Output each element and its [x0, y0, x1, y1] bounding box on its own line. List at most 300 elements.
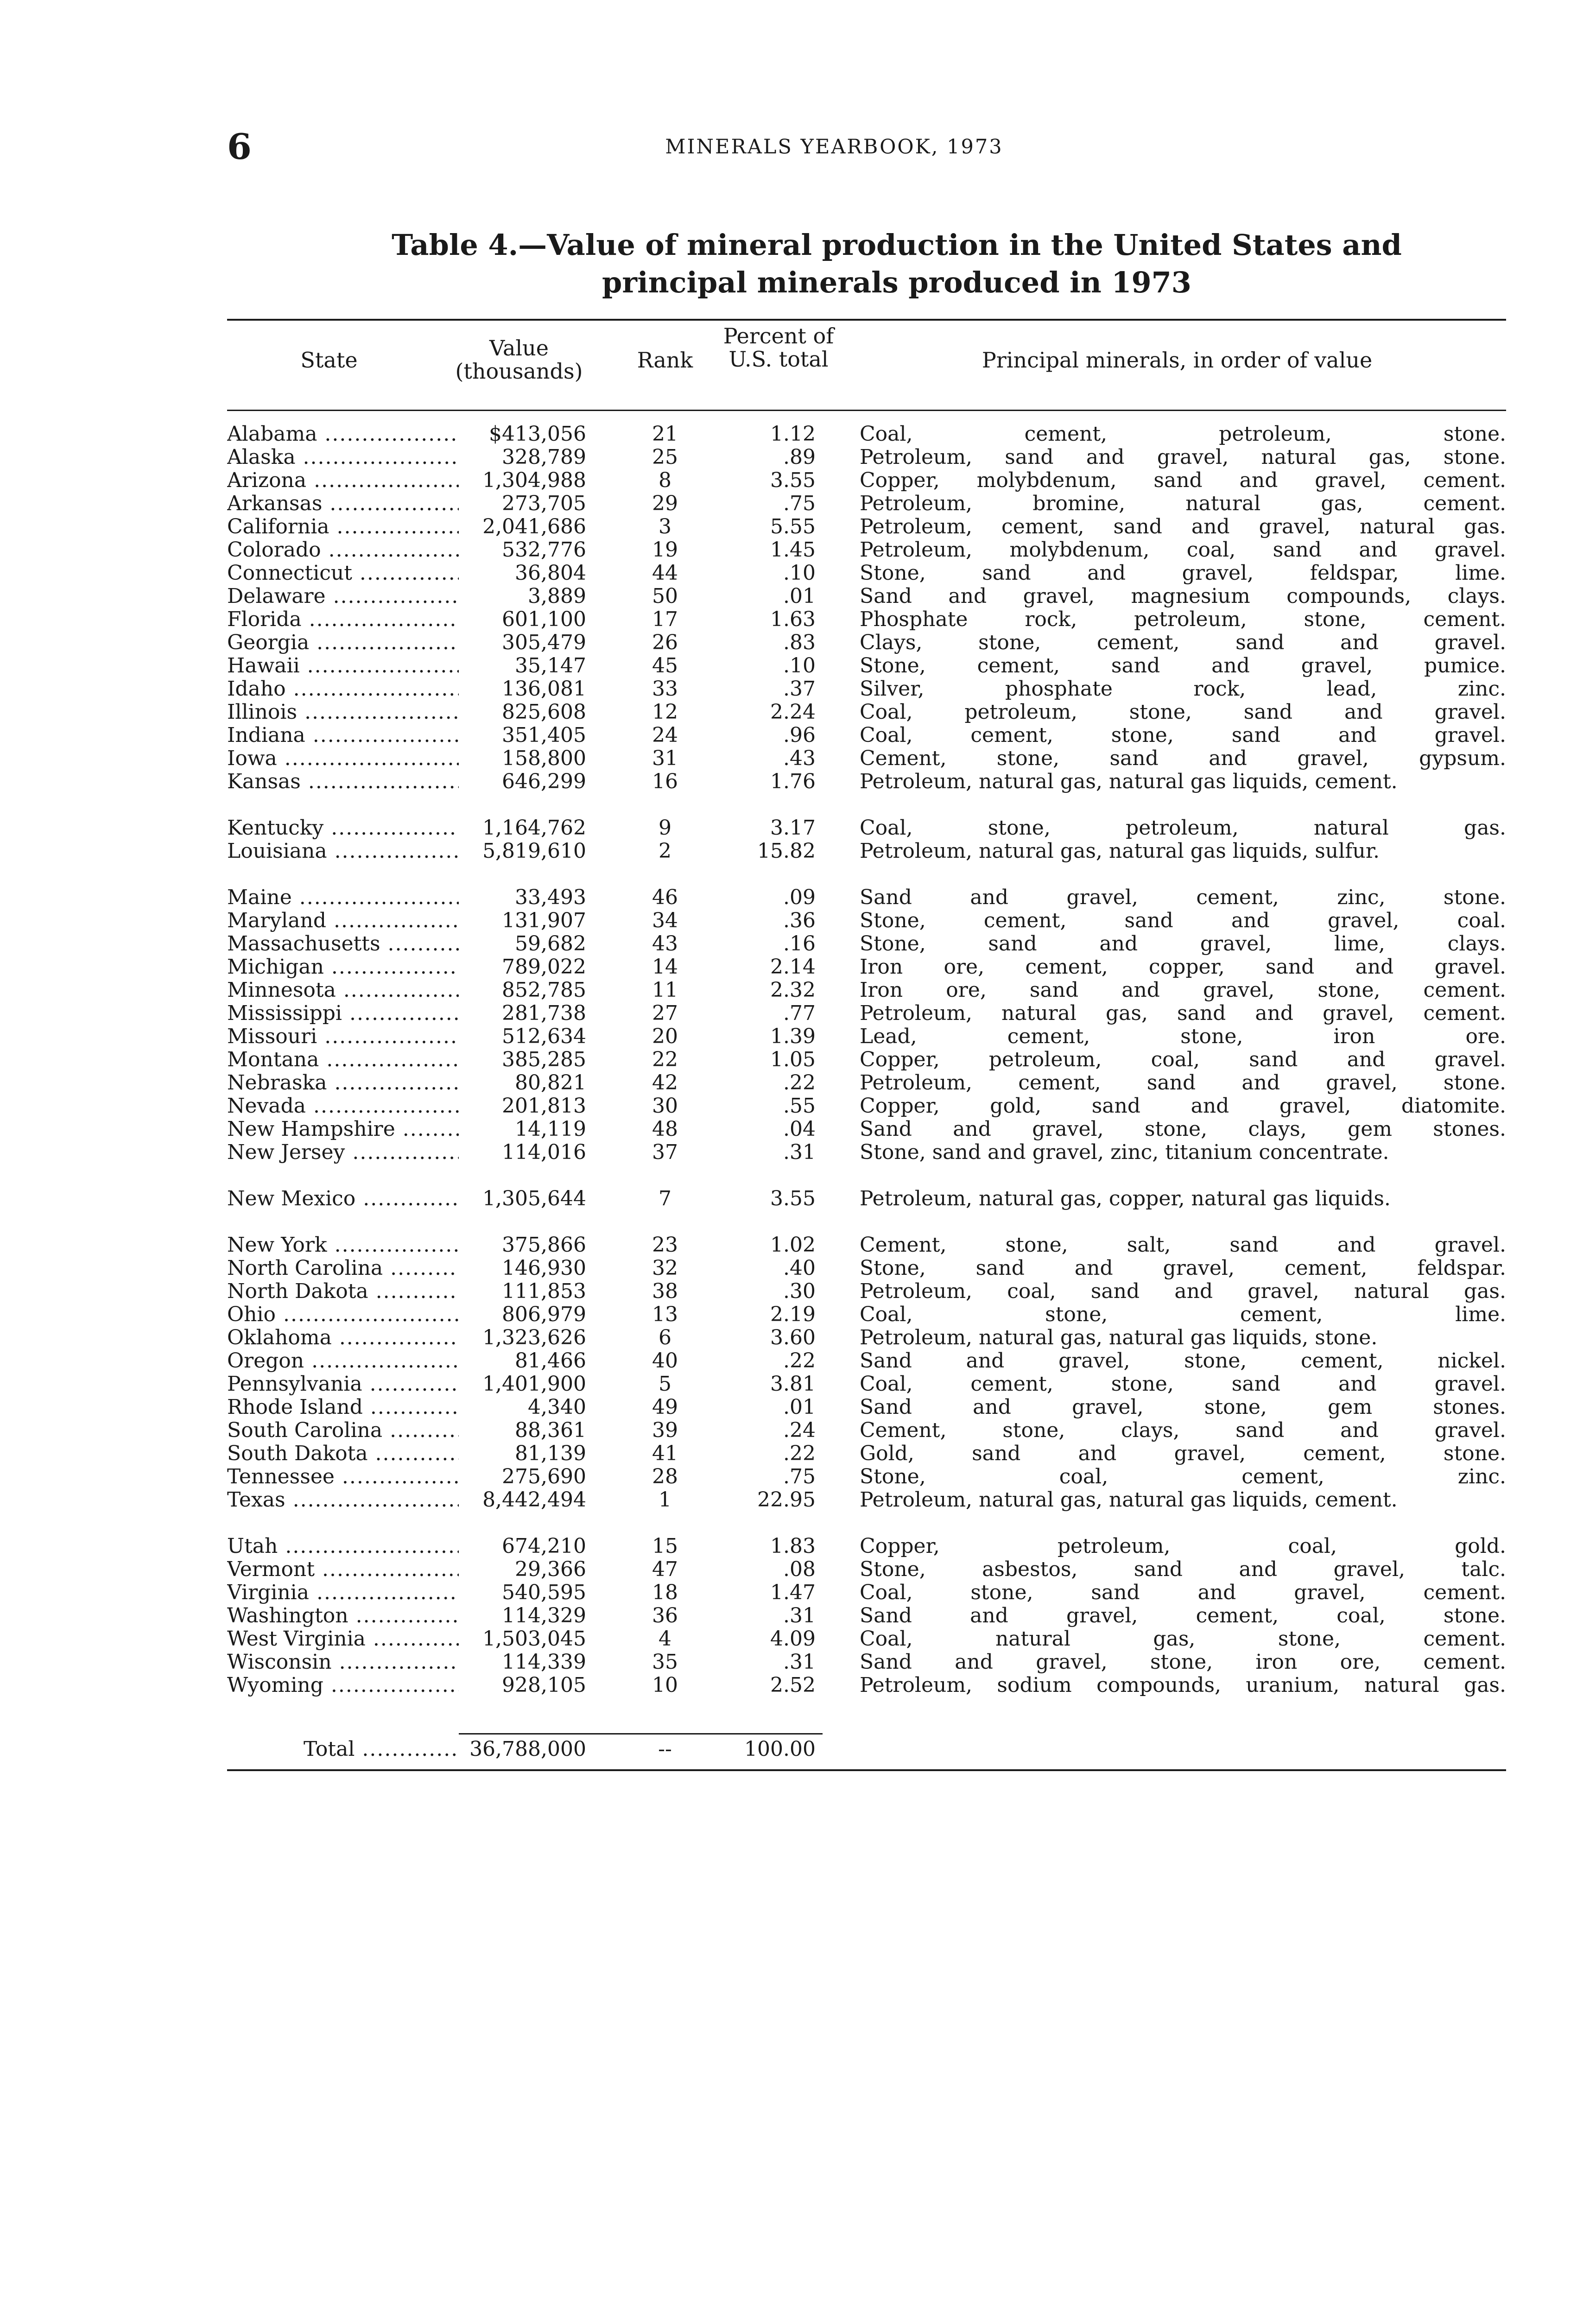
table-row	[0, 1118, 1596, 1141]
rank-cell: 43	[652, 932, 678, 956]
rank-cell: 45	[652, 654, 678, 677]
rank-cell: 46	[652, 886, 678, 909]
total-percent: 100.00	[744, 1737, 816, 1761]
state-cell: Wisconsin .....	[227, 1651, 459, 1674]
rank-cell: 26	[652, 631, 678, 654]
state-cell: Alabama .....	[227, 423, 459, 446]
rank-cell: 10	[652, 1673, 678, 1697]
table-row	[0, 585, 1596, 608]
table-row	[0, 1280, 1596, 1303]
table-row	[0, 1442, 1596, 1465]
percent-cell: 1.63	[770, 608, 816, 631]
column-header-state: State	[300, 348, 358, 373]
rank-cell: 7	[659, 1187, 671, 1210]
state-cell: Illinois .....	[227, 701, 459, 724]
minerals-cell: Stone, sand and gravel, lime, clays.	[860, 932, 1506, 956]
percent-cell: 3.81	[770, 1372, 816, 1396]
percent-cell: .40	[783, 1256, 816, 1280]
rank-cell: 19	[652, 538, 678, 562]
percent-cell: .43	[783, 747, 816, 770]
value-cell: 2,041,686	[482, 515, 586, 538]
minerals-cell: Sand and gravel, cement, coal, stone.	[860, 1604, 1506, 1627]
minerals-cell: Petroleum, cement, sand and gravel, natural gas.	[860, 515, 1506, 538]
minerals-cell: Stone, cement, sand and gravel, coal.	[860, 909, 1506, 932]
rank-cell: 29	[652, 492, 678, 515]
column-header-value: Value (thousands)	[455, 336, 583, 384]
rank-cell: 44	[652, 561, 678, 585]
minerals-cell: Phosphate rock, petroleum, stone, cement.	[860, 608, 1506, 631]
state-cell: Rhode Island .....	[227, 1396, 459, 1419]
rank-cell: 30	[652, 1094, 678, 1118]
value-cell: 1,304,988	[482, 468, 586, 492]
minerals-cell: Petroleum, bromine, natural gas, cement.	[860, 492, 1506, 515]
value-cell: 36,804	[515, 561, 586, 585]
percent-cell: 2.24	[770, 700, 816, 724]
state-cell: Arizona .....	[227, 469, 459, 492]
minerals-cell: Petroleum, natural gas, sand and gravel, cement.	[860, 1001, 1506, 1025]
minerals-cell: Petroleum, natural gas, copper, natural gas liquids.	[860, 1187, 1391, 1210]
state-cell: Hawaii .....	[227, 654, 459, 677]
rank-cell: 32	[652, 1256, 678, 1280]
total-rank: --	[658, 1737, 672, 1761]
minerals-cell: Cement, stone, clays, sand and gravel.	[860, 1418, 1506, 1442]
state-cell: Maine .....	[227, 886, 459, 909]
value-cell: 328,789	[502, 445, 586, 469]
rank-cell: 1	[659, 1488, 671, 1512]
value-cell: 201,813	[502, 1094, 586, 1118]
state-cell: Oklahoma .....	[227, 1326, 459, 1349]
percent-cell: 3.60	[770, 1326, 816, 1349]
value-cell: 806,979	[502, 1303, 586, 1326]
minerals-cell: Coal, stone, petroleum, natural gas.	[860, 816, 1506, 840]
value-cell: 8,442,494	[482, 1488, 586, 1512]
value-cell: 789,022	[502, 955, 586, 979]
minerals-cell: Sand and gravel, stone, clays, gem stones.	[860, 1117, 1506, 1141]
minerals-cell: Stone, coal, cement, zinc.	[860, 1465, 1506, 1488]
table-row	[0, 677, 1596, 701]
table-row	[0, 1581, 1596, 1604]
minerals-cell: Petroleum, coal, sand and gravel, natural gas.	[860, 1279, 1506, 1303]
table-row	[0, 747, 1596, 770]
value-cell: 928,105	[502, 1673, 586, 1697]
minerals-cell: Copper, gold, sand and gravel, diatomite.	[860, 1094, 1506, 1118]
table-row	[0, 469, 1596, 492]
table-row	[0, 562, 1596, 585]
minerals-cell: Sand and gravel, cement, zinc, stone.	[860, 886, 1506, 909]
percent-cell: .37	[783, 677, 816, 701]
value-cell: 601,100	[502, 608, 586, 631]
table-row	[0, 724, 1596, 747]
minerals-cell: Sand and gravel, stone, cement, nickel.	[860, 1349, 1506, 1373]
table-header-rule	[227, 410, 1506, 411]
percent-cell: 1.02	[770, 1233, 816, 1257]
value-cell: 540,595	[502, 1581, 586, 1604]
value-cell: 1,164,762	[482, 816, 586, 840]
percent-cell: .31	[783, 1604, 816, 1627]
rank-cell: 20	[652, 1025, 678, 1048]
minerals-cell: Petroleum, natural gas, natural gas liquids, sulfur.	[860, 839, 1380, 863]
rank-cell: 9	[659, 816, 671, 840]
percent-cell: .09	[783, 886, 816, 909]
table-row	[0, 817, 1596, 840]
rank-cell: 4	[659, 1627, 671, 1651]
value-cell: 146,930	[502, 1256, 586, 1280]
rank-cell: 50	[652, 584, 678, 608]
state-cell: Michigan .....	[227, 956, 459, 979]
value-cell: 33,493	[515, 886, 586, 909]
minerals-cell: Coal, cement, stone, sand and gravel.	[860, 1372, 1506, 1396]
percent-cell: .77	[783, 1001, 816, 1025]
value-cell: 1,323,626	[482, 1326, 586, 1349]
rank-cell: 12	[652, 700, 678, 724]
percent-cell: 2.32	[770, 978, 816, 1002]
state-cell: Nevada .....	[227, 1095, 459, 1118]
state-cell: Virginia .....	[227, 1581, 459, 1604]
column-header-percent: Percent of U.S. total	[723, 323, 834, 372]
state-cell: West Virginia .....	[227, 1627, 459, 1651]
value-cell: 385,285	[502, 1048, 586, 1071]
value-cell: 114,339	[502, 1650, 586, 1674]
table-row	[0, 1025, 1596, 1048]
value-cell: 375,866	[502, 1233, 586, 1257]
rank-cell: 38	[652, 1279, 678, 1303]
percent-cell: 2.19	[770, 1303, 816, 1326]
state-cell: Missouri .....	[227, 1025, 459, 1048]
rank-cell: 15	[652, 1534, 678, 1558]
minerals-cell: Sand and gravel, magnesium compounds, clays.	[860, 584, 1506, 608]
value-cell: 35,147	[515, 654, 586, 677]
table-row	[0, 886, 1596, 909]
state-cell: South Dakota .....	[227, 1442, 459, 1465]
value-cell: 825,608	[502, 700, 586, 724]
value-cell: 80,821	[515, 1071, 586, 1095]
percent-cell: .75	[783, 492, 816, 515]
percent-cell: .96	[783, 723, 816, 747]
value-cell: 81,466	[515, 1349, 586, 1373]
rank-cell: 23	[652, 1233, 678, 1257]
rank-cell: 18	[652, 1581, 678, 1604]
percent-cell: 1.45	[770, 538, 816, 562]
value-cell: $413,056	[489, 422, 586, 446]
value-cell: 4,340	[528, 1395, 586, 1419]
rank-cell: 48	[652, 1117, 678, 1141]
rank-cell: 40	[652, 1349, 678, 1373]
rank-cell: 41	[652, 1442, 678, 1465]
table-row	[0, 1651, 1596, 1674]
minerals-cell: Coal, natural gas, stone, cement.	[860, 1627, 1506, 1651]
table-row	[0, 979, 1596, 1002]
value-cell: 532,776	[502, 538, 586, 562]
rank-cell: 35	[652, 1650, 678, 1674]
value-cell: 275,690	[502, 1465, 586, 1488]
percent-cell: 1.76	[770, 770, 816, 793]
minerals-cell: Iron ore, sand and gravel, stone, cement.	[860, 978, 1506, 1002]
value-cell: 114,016	[502, 1140, 586, 1164]
state-cell: Massachusetts .....	[227, 932, 459, 956]
minerals-cell: Coal, cement, petroleum, stone.	[860, 422, 1506, 446]
state-cell: Georgia .....	[227, 631, 459, 654]
table-row	[0, 1535, 1596, 1558]
value-cell: 512,634	[502, 1025, 586, 1048]
rank-cell: 14	[652, 955, 678, 979]
rank-cell: 3	[659, 515, 671, 538]
table-row	[0, 909, 1596, 932]
value-cell: 674,210	[502, 1534, 586, 1558]
column-header-rank: Rank	[637, 348, 693, 373]
table-row	[0, 1674, 1596, 1697]
minerals-cell: Coal, petroleum, stone, sand and gravel.	[860, 700, 1506, 724]
minerals-cell: Iron ore, cement, copper, sand and gravel.	[860, 955, 1506, 979]
total-value: 36,788,000	[469, 1737, 586, 1761]
minerals-cell: Gold, sand and gravel, cement, stone.	[860, 1442, 1506, 1465]
minerals-cell: Copper, petroleum, coal, gold.	[860, 1534, 1506, 1558]
table-row	[0, 1349, 1596, 1373]
percent-cell: .22	[783, 1442, 816, 1465]
rank-cell: 25	[652, 445, 678, 469]
minerals-cell: Stone, sand and gravel, cement, feldspar.	[860, 1256, 1506, 1280]
percent-cell: 15.82	[757, 839, 816, 863]
rank-cell: 27	[652, 1001, 678, 1025]
value-cell: 136,081	[502, 677, 586, 701]
state-cell: Oregon .....	[227, 1349, 459, 1373]
percent-cell: 5.55	[770, 515, 816, 538]
value-cell: 351,405	[502, 723, 586, 747]
minerals-cell: Petroleum, natural gas, natural gas liquids, stone.	[860, 1326, 1378, 1349]
rank-cell: 21	[652, 422, 678, 446]
minerals-cell: Coal, cement, stone, sand and gravel.	[860, 723, 1506, 747]
value-cell: 3,889	[528, 584, 586, 608]
state-cell: Minnesota .....	[227, 979, 459, 1002]
table-row	[0, 608, 1596, 631]
percent-cell: .22	[783, 1349, 816, 1373]
rank-cell: 13	[652, 1303, 678, 1326]
state-cell: Alaska .....	[227, 446, 459, 469]
state-cell: Idaho .....	[227, 677, 459, 701]
value-cell: 1,401,900	[482, 1372, 586, 1396]
percent-cell: .10	[783, 654, 816, 677]
table-row	[0, 1141, 1596, 1164]
minerals-cell: Petroleum, cement, sand and gravel, stone.	[860, 1071, 1506, 1095]
rank-cell: 22	[652, 1048, 678, 1071]
minerals-cell: Sand and gravel, stone, iron ore, cement.	[860, 1650, 1506, 1674]
rank-cell: 28	[652, 1465, 678, 1488]
state-cell: Montana .....	[227, 1048, 459, 1071]
minerals-cell: Stone, sand and gravel, feldspar, lime.	[860, 561, 1506, 585]
percent-cell: 3.17	[770, 816, 816, 840]
percent-cell: 3.55	[770, 1187, 816, 1210]
value-cell: 852,785	[502, 978, 586, 1002]
percent-cell: .01	[783, 1395, 816, 1419]
table-row	[0, 1627, 1596, 1651]
percent-cell: .75	[783, 1465, 816, 1488]
state-cell: Maryland .....	[227, 909, 459, 932]
state-cell: Mississippi .....	[227, 1002, 459, 1025]
rank-cell: 31	[652, 747, 678, 770]
percent-cell: 1.47	[770, 1581, 816, 1604]
state-cell: New York .....	[227, 1234, 459, 1257]
table-row	[0, 1488, 1596, 1512]
state-cell: Colorado .....	[227, 538, 459, 562]
table-row	[0, 1396, 1596, 1419]
value-cell: 88,361	[515, 1418, 586, 1442]
rank-cell: 47	[652, 1557, 678, 1581]
table-row	[0, 538, 1596, 562]
minerals-cell: Stone, sand and gravel, zinc, titanium concentrate.	[860, 1140, 1389, 1164]
minerals-cell: Stone, cement, sand and gravel, pumice.	[860, 654, 1506, 677]
value-cell: 646,299	[502, 770, 586, 793]
state-cell: Arkansas .....	[227, 492, 459, 515]
rank-cell: 2	[659, 839, 671, 863]
percent-cell: 1.12	[770, 422, 816, 446]
table-row	[0, 1373, 1596, 1396]
state-cell: New Mexico .....	[227, 1187, 459, 1210]
state-cell: Connecticut .....	[227, 562, 459, 585]
table-row	[0, 1326, 1596, 1349]
value-cell: 158,800	[502, 747, 586, 770]
table-row	[0, 1071, 1596, 1095]
table-row	[0, 1187, 1596, 1210]
rank-cell: 6	[659, 1326, 671, 1349]
minerals-cell: Coal, stone, cement, lime.	[860, 1303, 1506, 1326]
percent-cell: .16	[783, 932, 816, 956]
minerals-cell: Clays, stone, cement, sand and gravel.	[860, 631, 1506, 654]
percent-cell: .04	[783, 1117, 816, 1141]
rank-cell: 8	[659, 468, 671, 492]
table-caption: Table 4.—Value of mineral production in the United States and principal minerals produced in 1973	[392, 228, 1402, 299]
state-cell: North Dakota .....	[227, 1280, 459, 1303]
value-cell: 281,738	[502, 1001, 586, 1025]
percent-cell: 2.52	[770, 1673, 816, 1697]
state-cell: Kentucky .....	[227, 817, 459, 840]
total-label: Total .....	[304, 1738, 459, 1761]
table-row	[0, 1303, 1596, 1326]
rank-cell: 33	[652, 677, 678, 701]
value-cell: 5,819,610	[482, 839, 586, 863]
running-head: MINERALS YEARBOOK, 1973	[665, 135, 1003, 158]
rank-cell: 36	[652, 1604, 678, 1627]
state-cell: Louisiana .....	[227, 840, 459, 863]
table-row	[0, 1234, 1596, 1257]
state-cell: New Jersey .....	[227, 1141, 459, 1164]
percent-cell: .10	[783, 561, 816, 585]
value-cell: 114,329	[502, 1604, 586, 1627]
state-cell: Indiana .....	[227, 724, 459, 747]
state-cell: Delaware .....	[227, 585, 459, 608]
value-cell: 29,366	[515, 1557, 586, 1581]
rank-cell: 49	[652, 1395, 678, 1419]
rank-cell: 34	[652, 909, 678, 932]
rank-cell: 5	[659, 1372, 671, 1396]
percent-cell: 22.95	[757, 1488, 816, 1512]
percent-cell: .31	[783, 1650, 816, 1674]
percent-cell: 2.14	[770, 955, 816, 979]
table-bottom-rule	[227, 1769, 1506, 1771]
minerals-cell: Petroleum, sand and gravel, natural gas, stone.	[860, 445, 1506, 469]
state-cell: Pennsylvania .....	[227, 1373, 459, 1396]
rank-cell: 37	[652, 1140, 678, 1164]
percent-cell: .08	[783, 1557, 816, 1581]
percent-cell: .55	[783, 1094, 816, 1118]
table-row	[0, 770, 1596, 793]
table-top-rule	[227, 319, 1506, 321]
state-cell: Texas .....	[227, 1488, 459, 1512]
table-row	[0, 956, 1596, 979]
state-cell: Vermont .....	[227, 1558, 459, 1581]
minerals-cell: Lead, cement, stone, iron ore.	[860, 1025, 1506, 1048]
total-row	[0, 1738, 1596, 1761]
value-cell: 273,705	[502, 492, 586, 515]
rank-cell: 11	[652, 978, 678, 1002]
value-cell: 14,119	[515, 1117, 586, 1141]
percent-cell: 4.09	[770, 1627, 816, 1651]
table-row	[0, 1465, 1596, 1488]
percent-cell: .22	[783, 1071, 816, 1095]
table-row	[0, 1048, 1596, 1071]
column-header-minerals: Principal minerals, in order of value	[982, 348, 1373, 373]
table-row	[0, 840, 1596, 863]
table-row	[0, 932, 1596, 956]
percent-cell: .83	[783, 631, 816, 654]
state-cell: Wyoming .....	[227, 1674, 459, 1697]
table-row	[0, 492, 1596, 515]
state-cell: Washington .....	[227, 1604, 459, 1627]
percent-cell: 1.39	[770, 1025, 816, 1048]
table-row	[0, 631, 1596, 654]
value-cell: 1,305,644	[482, 1187, 586, 1210]
state-cell: Tennessee .....	[227, 1465, 459, 1488]
value-cell: 81,139	[515, 1442, 586, 1465]
state-cell: South Carolina .....	[227, 1419, 459, 1442]
value-cell: 59,682	[515, 932, 586, 956]
value-cell: 305,479	[502, 631, 586, 654]
percent-cell: .89	[783, 445, 816, 469]
total-rule	[459, 1733, 823, 1735]
minerals-cell: Coal, stone, sand and gravel, cement.	[860, 1581, 1506, 1604]
minerals-cell: Sand and gravel, stone, gem stones.	[860, 1395, 1506, 1419]
percent-cell: .30	[783, 1279, 816, 1303]
table-row	[0, 1095, 1596, 1118]
rank-cell: 39	[652, 1418, 678, 1442]
minerals-cell: Copper, molybdenum, sand and gravel, cement.	[860, 468, 1506, 492]
value-cell: 111,853	[502, 1279, 586, 1303]
minerals-cell: Silver, phosphate rock, lead, zinc.	[860, 677, 1506, 701]
minerals-cell: Cement, stone, sand and gravel, gypsum.	[860, 747, 1506, 770]
table-row	[0, 515, 1596, 538]
rank-cell: 42	[652, 1071, 678, 1095]
table-body	[0, 423, 1596, 1697]
rank-cell: 17	[652, 608, 678, 631]
minerals-cell: Petroleum, molybdenum, coal, sand and gravel.	[860, 538, 1506, 562]
percent-cell: 1.05	[770, 1048, 816, 1071]
minerals-cell: Cement, stone, salt, sand and gravel.	[860, 1233, 1506, 1257]
state-cell: Nebraska .....	[227, 1071, 459, 1095]
state-cell: Ohio .....	[227, 1303, 459, 1326]
minerals-cell: Petroleum, natural gas, natural gas liquids, cement.	[860, 1488, 1398, 1512]
percent-cell: 3.55	[770, 468, 816, 492]
table-row	[0, 1419, 1596, 1442]
value-cell: 1,503,045	[482, 1627, 586, 1651]
value-cell: 131,907	[502, 909, 586, 932]
table-row	[0, 1558, 1596, 1581]
table-row	[0, 446, 1596, 469]
page-number: 6	[227, 126, 252, 167]
state-cell: Florida .....	[227, 608, 459, 631]
percent-cell: 1.83	[770, 1534, 816, 1558]
table-row	[0, 423, 1596, 446]
table-row	[0, 1604, 1596, 1627]
minerals-cell: Stone, asbestos, sand and gravel, talc.	[860, 1557, 1506, 1581]
table-row	[0, 654, 1596, 677]
